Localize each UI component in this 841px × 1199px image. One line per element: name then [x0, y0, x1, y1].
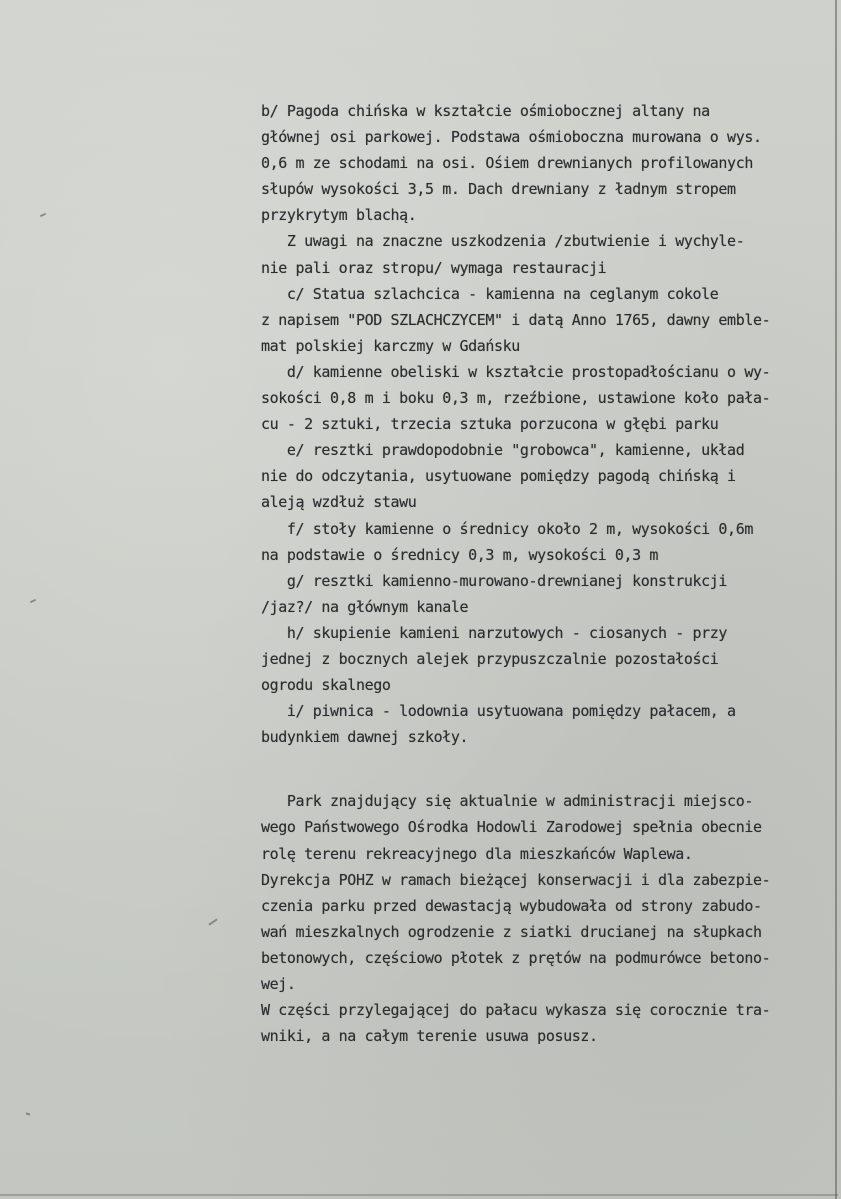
text-line: głównej osi parkowej. Podstawa ośmioboczna murowana o wys.	[261, 128, 762, 147]
text-line: f/ stoły kamienne o średnicy około 2 m, wysokości 0,6m	[261, 519, 753, 538]
text-line: na podstawie o średnicy 0,3 m, wysokości 0,3 m	[261, 545, 659, 564]
text-line: /jaz?/ na głównym kanale	[261, 597, 469, 616]
text-line: g/ resztki kamienno-murowano-drewnianej konstrukcji	[261, 571, 728, 590]
page-bottom-edge	[0, 1194, 838, 1196]
text-line: Dyrekcja POHZ w ramach bieżącej konserwacji i dla zabezpie-	[261, 870, 771, 889]
text-line: 0,6 m ze schodami na osi. Ośiem drewnianych profilowanych	[261, 154, 753, 173]
text-line: nie pali oraz stropu/ wymaga restauracji	[261, 258, 607, 277]
text-line: mat polskiej karczmy w Gdańsku	[261, 336, 520, 355]
text-line: h/ skupienie kamieni narzutowych - ciosanych - przy	[261, 623, 728, 642]
text-line: e/ resztki prawdopodobnie "grobowca", kamienne, układ	[261, 441, 745, 460]
paper-speck	[30, 599, 36, 603]
paper-speck	[40, 213, 46, 217]
text-line: budynkiem dawnej szkoły.	[261, 728, 469, 747]
text-line: betonowych, częściowo płotek z prętów na podmurówce betono-	[261, 948, 771, 967]
text-line: d/ kamienne obeliski w kształcie prostopadłościanu o wy-	[261, 362, 771, 381]
text-line: ogrodu skalnego	[261, 676, 391, 695]
text-line: czenia parku przed dewastacją wybudowała od strony zabudo-	[261, 896, 762, 915]
paper-speck	[26, 1113, 30, 1116]
text-line: wej.	[261, 975, 296, 993]
text-line: aleją wzdłuż stawu	[261, 493, 417, 512]
text-line: rolę terenu rekreacyjnego dla mieszkańców Waplewa.	[261, 844, 693, 863]
text-line: z napisem "POD SZLACHCZYCEM" i datą Anno 1765, dawny emble-	[261, 310, 771, 329]
text-line: Z uwagi na znaczne uszkodzenia /zbutwienie i wychyle-	[261, 232, 745, 251]
text-line: nie do odczytania, usytuowane pomiędzy pagodą chińską i	[261, 467, 736, 486]
paragraph-gap	[261, 750, 821, 788]
paper-speck	[208, 918, 217, 925]
text-line: sokości 0,8 m i boku 0,3 m, rzeźbione, ustawione koło pała-	[261, 389, 771, 408]
text-line: wań mieszkalnych ogrodzenie z siatki drucianej na słupkach	[261, 922, 762, 941]
text-line: jednej z bocznych alejek przypuszczalnie pozostałości	[261, 649, 719, 668]
text-line: słupów wysokości 3,5 m. Dach drewniany z ładnym stropem	[261, 180, 736, 199]
text-line: i/ piwnica - lodownia usytuowana pomiędzy pałacem, a	[261, 702, 736, 721]
text-line: Park znajdujący się aktualnie w administracji miejsco-	[261, 792, 753, 811]
text-line: c/ Statua szlachcica - kamienna na ceglanym cokole	[261, 284, 719, 303]
text-line: b/ Pagoda chińska w kształcie ośmiobocznej altany na	[261, 102, 710, 120]
text-line: wego Państwowego Ośrodka Hodowli Zarodowej spełnia obecnie	[261, 818, 762, 837]
text-line: przykrytym blachą.	[261, 206, 417, 225]
page-edge-shadow	[835, 0, 837, 1199]
text-line: wniki, a na całym terenie usuwa posusz.	[261, 1027, 598, 1046]
document-body	[261, 98, 821, 1049]
text-line: cu - 2 sztuki, trzecia sztuka porzucona w głębi parku	[261, 415, 719, 434]
text-line: W części przylegającej do pałacu wykasza się corocznie tra-	[261, 1001, 771, 1020]
